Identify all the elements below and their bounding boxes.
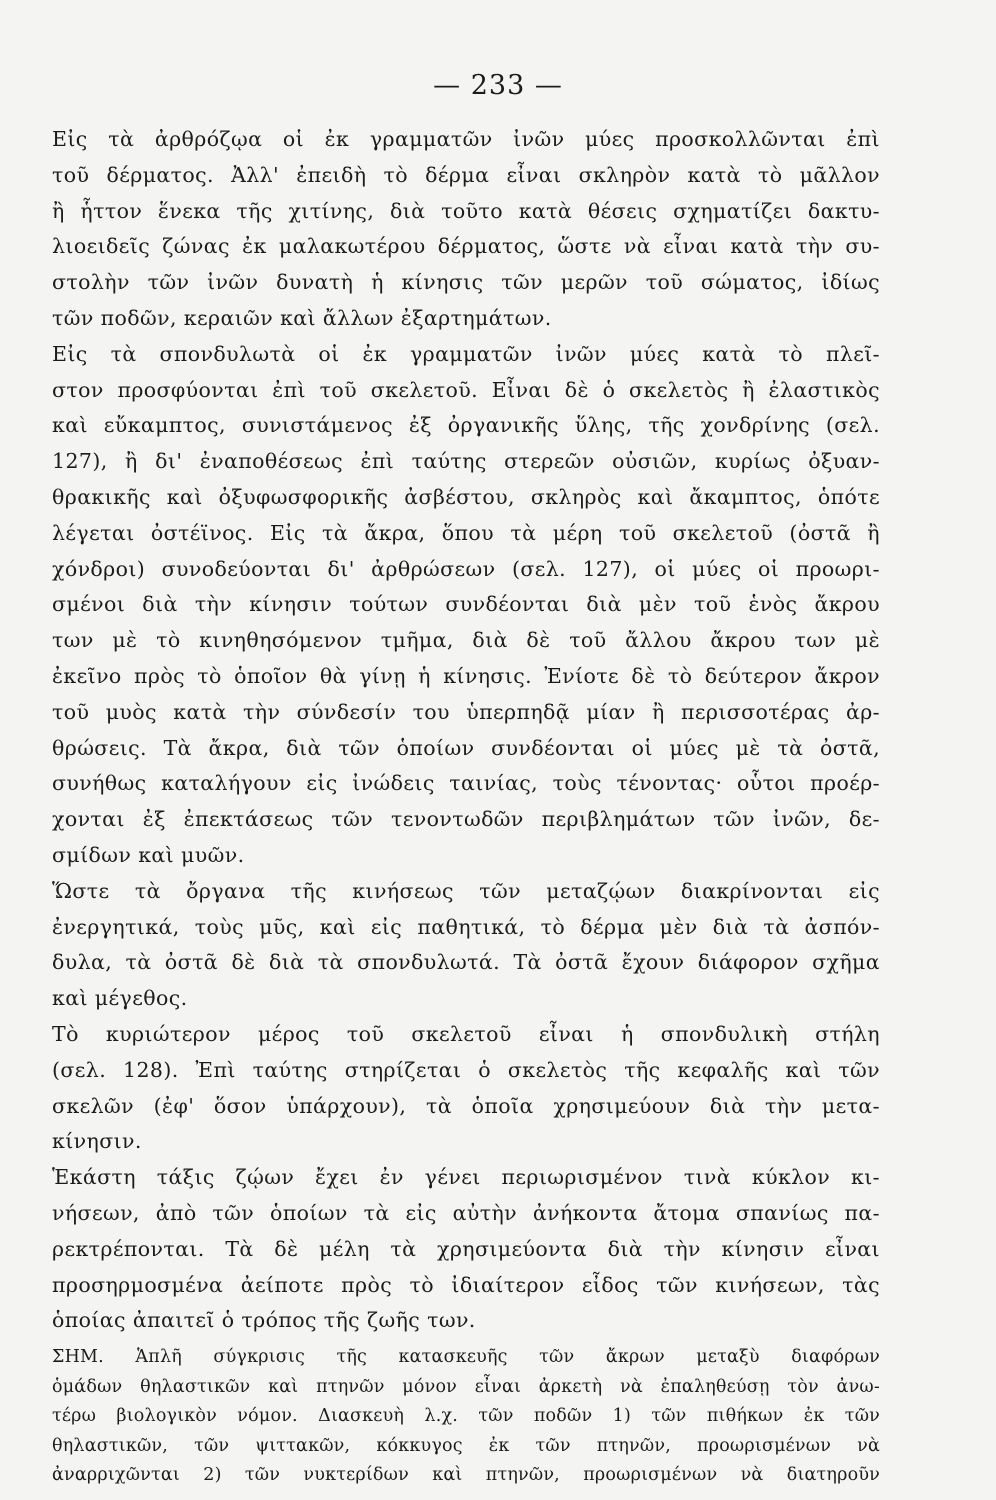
text-line: συνήθως καταλήγουν εἰς ἰνώδεις ταινίας, τοὺς τένοντας· οὗτοι προέρ- [52,771,880,796]
text-line: νήσεων, ἀπὸ τῶν ὁποίων τὰ εἰς αὐτὴν ἀνήκοντα ἄτομα σπανίως πα- [52,1200,880,1225]
text-line: ἢ ἧττον ἕνεκα τῆς χιτίνης, διὰ τοῦτο κατὰ θέσεις σχηματίζει δακτυ- [52,198,880,223]
text-line: στον προσφύονται ἐπὶ τοῦ σκελετοῦ. Εἶναι δὲ ὁ σκελετὸς ἢ ἐλαστικὸς [52,377,880,402]
text-line: χονται ἐξ ἐπεκτάσεως τῶν τενοντωδῶν περιβλημάτων τῶν ἰνῶν, δε- [52,807,880,832]
text-line: δυλα, τὰ ὀστᾶ δὲ διὰ τὰ σπονδυλωτά. Τὰ ὀστᾶ ἔχουν διάφορον σχῆμα [52,950,880,975]
text-line: τῶν ποδῶν, κεραιῶν καὶ ἄλλων ἐξαρτημάτων. [52,305,552,330]
text-line: Ἑκάστη τάξις ζῴων ἔχει ἐν γένει περιωρισμένον τινὰ κύκλον κι- [52,1165,880,1190]
text-line: Τὸ κυριώτερον μέρος τοῦ σκελετοῦ εἶναι ἡ σπονδυλικὴ στήλη [52,1021,880,1046]
text-line: Εἰς τὰ σπονδυλωτὰ οἱ ἐκ γραμματῶν ἰνῶν μύες κατὰ τὸ πλεῖ- [52,341,880,366]
paragraph [52,337,880,874]
text-line: σμένοι διὰ τὴν κίνησιν τούτων συνδέονται διὰ μὲν τοῦ ἑνὸς ἄκρου [52,592,880,617]
note-line: τέρω βιολογικὸν νόμον. Διασκευὴ λ.χ. τῶν ποδῶν 1) τῶν πιθήκων ἐκ τῶν [52,1406,880,1427]
text-line: τοῦ μυὸς κατὰ τὴν σύνδεσίν του ὑπερπηδᾷ μίαν ἢ περισσοτέρας ἀρ- [52,699,880,724]
text-line: ὁποίας ἀπαιτεῖ ὁ τρόπος τῆς ζωῆς των. [52,1308,476,1333]
text-line: ἐκεῖνο πρὸς τὸ ὁποῖον θὰ γίνῃ ἡ κίνησις. Ἐνίοτε δὲ τὸ δεύτερον ἄκρον [52,663,880,688]
text-line: σκελῶν (ἐφ' ὅσον ὑπάρχουν), τὰ ὁποῖα χρησιμεύουν διὰ τὴν μετα- [52,1093,880,1118]
text-line: λιοειδεῖς ζώνας ἐκ μαλακωτέρου δέρματος, ὥστε νὰ εἶναι κατὰ τὴν συ- [52,234,880,259]
text-line: Ὥστε τὰ ὄργανα τῆς κινήσεως τῶν μεταζῴων διακρίνονται εἰς [52,878,880,903]
text-line: ἐνεργητικά, τοὺς μῦς, καὶ εἰς παθητικά, τὸ δέρμα μὲν διὰ τὰ ἀσπόν- [52,914,880,939]
text-line: θρώσεις. Τὰ ἄκρα, διὰ τῶν ὁποίων συνδέονται οἱ μύες μὲ τὰ ὀστᾶ, [52,735,880,760]
text-line: καὶ εὔκαμπτος, συνιστάμενος ἐξ ὀργανικῆς ὕλης, τῆς χονδρίνης (σελ. [52,413,880,438]
paragraph [52,122,880,337]
text-line: στολὴν τῶν ἰνῶν δυνατὴ ἡ κίνησις τῶν μερῶν τοῦ σώματος, ἰδίως [52,270,880,295]
text-line: (σελ. 128). Ἐπὶ ταύτης στηρίζεται ὁ σκελετὸς τῆς κεφαλῆς καὶ τῶν [52,1057,880,1082]
text-line: προσηρμοσμένα ἀείποτε πρὸς τὸ ἰδιαίτερον εἶδος τῶν κινήσεων, τὰς [52,1272,880,1297]
note-line: ἀναρριχῶνται 2) τῶν νυκτερίδων καὶ πτηνῶν, προωρισμένων νὰ διατηροῦν [52,1465,880,1486]
note-line: ὁμάδων θηλαστικῶν καὶ πτηνῶν μόνον εἶναι ἀρκετὴ νὰ ἐπαληθεύσῃ τὸν ἀνω- [52,1376,880,1397]
note-line: ΣΗΜ. Ἁπλῆ σύγκρισις τῆς κατασκευῆς τῶν ἄκρων μεταξὺ διαφόρων [52,1347,880,1368]
text-line: 127), ἢ δι' ἐναποθέσεως ἐπὶ ταύτης στερεῶν οὐσιῶν, κυρίως ὀξυαν- [52,449,880,474]
text-line: θρακικῆς καὶ ὀξυφωσφορικῆς ἀσβέστου, σκληρὸς καὶ ἄκαμπτος, ὁπότε [52,484,880,509]
note-line: θηλαστικῶν, τῶν ψιττακῶν, κόκκυγος ἐκ τῶν πτηνῶν, προωρισμένων νὰ [52,1435,880,1456]
text-line: χόνδροι) συνοδεύονται δι' ἀρθρώσεων (σελ. 127), οἱ μύες οἱ προωρι- [52,556,880,581]
text-line: ρεκτρέπονται. Τὰ δὲ μέλη τὰ χρησιμεύοντα διὰ τὴν κίνησιν εἶναι [52,1236,880,1261]
text-line: των μὲ τὸ κινηθησόμενον τμῆμα, διὰ δὲ τοῦ ἄλλου ἄκρου των μὲ [52,628,880,653]
text-line: τοῦ δέρματος. Ἀλλ' ἐπειδὴ τὸ δέρμα εἶναι σκληρὸν κατὰ τὸ μᾶλλον [52,162,880,187]
text-line: Εἰς τὰ ἀρθρόζῳα οἱ ἐκ γραμματῶν ἰνῶν μύες προσκολλῶνται ἐπὶ [52,127,880,151]
paragraph [52,1017,880,1160]
text-line: καὶ μέγεθος. [52,986,188,1011]
paragraph [52,874,880,1017]
page-body [52,122,880,1491]
text-line: λέγεται ὀστέϊνος. Εἰς τὰ ἄκρα, ὅπου τὰ μέρη τοῦ σκελετοῦ (ὀστᾶ ἢ [52,520,880,545]
paragraph [52,1160,880,1339]
page-number: — 233 — [433,70,563,101]
text-line: σμίδων καὶ μυῶν. [52,842,245,867]
text-line: κίνησιν. [52,1129,142,1154]
footnote [52,1343,880,1491]
